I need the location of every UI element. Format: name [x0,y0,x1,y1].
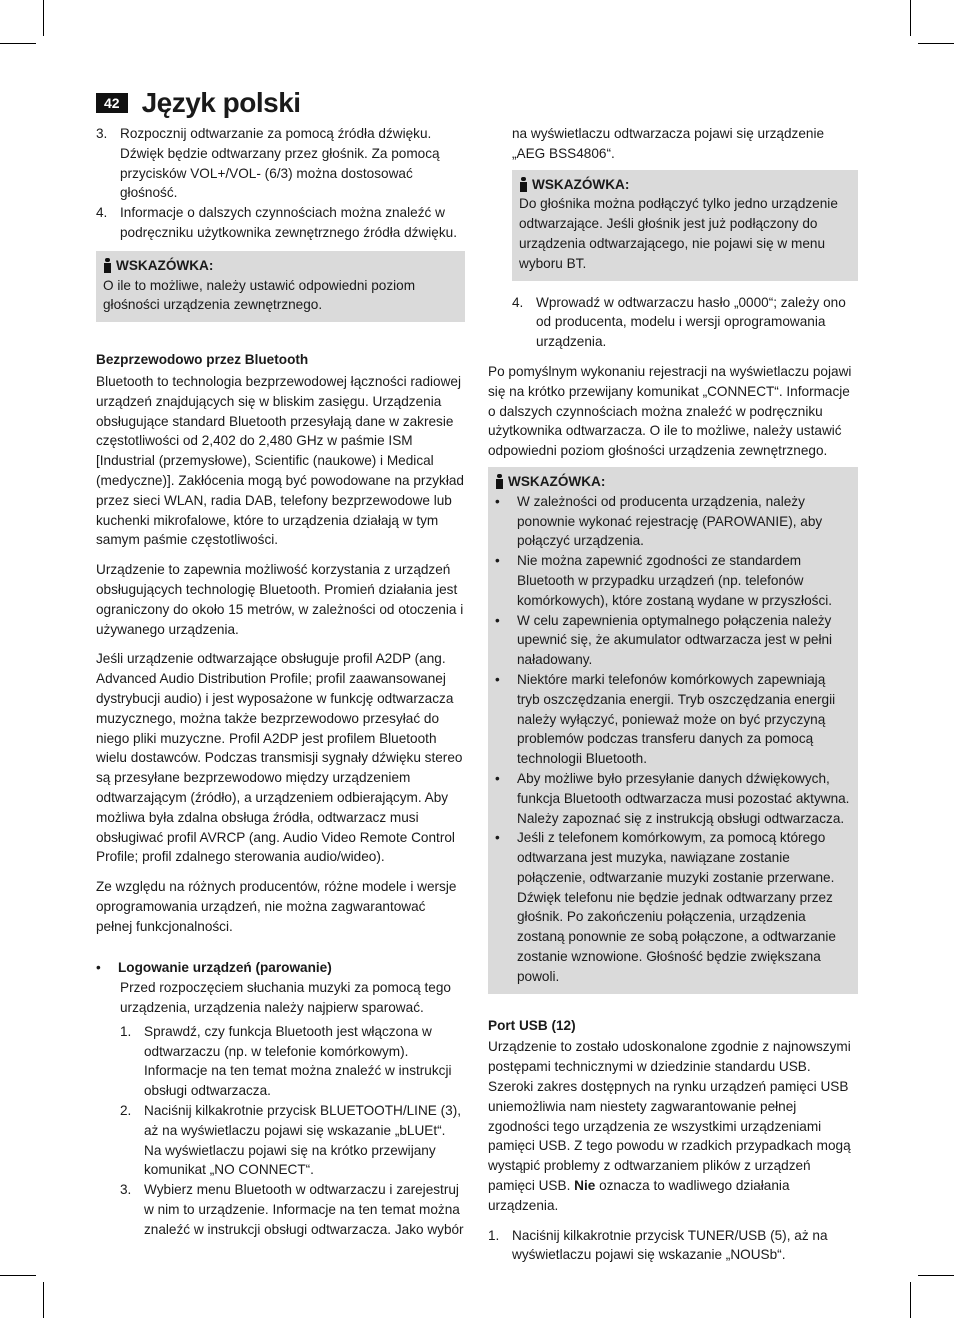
bullet: • [96,960,101,976]
bullet-text: W zależności od producenta urządzenia, należy ponownie wykonać rejestrację (PAROWANIE), aby połączyć urządzenia. [517,493,823,549]
bullet-text: Jeśli z telefonem komórkowym, za pomocą którego odtwarzana jest muzyka, nawiązane zostanie połączenie, odtwarzanie muzyki zostanie przerwane. Dźwięk telefonu nie będzie jednak odtwarzany przez głośnik. Po zakończeniu połączenia, urządzenia zostaną ponownie ze sobą połączone, a odtwarzanie zostanie wznowione. Głośność będzie zwiększana powoli. [517,830,836,984]
list-item [120,1101,465,1180]
bullet: • [495,612,500,628]
list-item [96,124,465,203]
crop-mark [918,1275,954,1276]
note-header [519,175,851,195]
info-icon [495,474,504,489]
list-item [96,203,465,243]
paragraph: Ze względu na różnych producentów, różne modele i wersje oprogramowania urządzeń, nie można zagwarantować pełnej funkcjonalności. [96,879,457,934]
item-number: 4. [512,294,524,310]
bullet-text: Nie można zapewnić zgodności ze standardem Bluetooth w przypadku urządzeń (np. telefonów komórkowych), które zostaną wydane w przyszłości. [517,553,833,608]
bullet-body [120,978,465,1239]
paragraph: na wyświetlaczu odtwarzacza pojawi się urządzenie „AEG BSS4806“. [512,126,825,161]
list-item [512,293,858,352]
continued-text [512,124,858,352]
bullet-title: Logowanie urządzeń (parowanie) [118,960,332,976]
list-item [488,1226,858,1266]
bullet-item [495,769,851,828]
note-text: Do głośnika można podłączyć tylko jedno urządzenie odtwarzające. Jeśli głośnik jest już podłączony do urządzenia odtwarzającego, nie pojawi się w menu wyboru BT. [519,196,838,271]
bullet-item [96,958,465,978]
bullet-item [495,670,851,769]
crop-mark [910,1282,911,1318]
bullet: • [495,770,500,786]
note-header [103,256,458,276]
item-text: Naciśnij kilkakrotnie przycisk BLUETOOTH/LINE (3), aż na wyświetlaczu pojawi się wskazanie „bLUEt“. Na wyświetlaczu pojawi się na krótko przewijany komunikat „NO CONNECT“. [144,1103,462,1178]
bullet-text: W celu zapewnienia optymalnego połączenia należy upewnić się, że akumulator odtwarzacza jest w pełni naładowany. [517,612,833,668]
note-label: WSKAZÓWKA: [532,176,630,192]
item-number: 3. [96,126,108,141]
crop-mark [918,43,954,44]
item-text: Sprawdź, czy funkcja Bluetooth jest włączona w odtwarzaczu (np. w telefonie komórkowym). Informacje na ten temat można znaleźć w instrukcji obsługi odtwarzacza. [144,1023,452,1099]
item-number: 4. [96,205,108,221]
crop-mark [910,0,911,36]
paragraph: Po pomyślnym wykonaniu rejestracji na wyświetlaczu pojawi się na krótko przewijany komunikat „CONNECT“. Informacje o dalszych czynnościach można znaleźć w podręczniku użytkownika odtwarzacza. O ile to możliwe, należy ustawić odpowiedni poziom głośności urządzenia zewnętrznego. [488,363,852,459]
bullet-item [495,492,851,551]
note-box [488,467,858,994]
item-number: 3. [120,1182,132,1198]
usb-emphasis: Nie [574,1178,596,1194]
list-item [120,1180,465,1239]
item-text: Naciśnij kilkakrotnie przycisk TUNER/USB (5), aż na wyświetlaczu pojawi się wskazanie „NOUSb“. [512,1227,828,1263]
bullet-text: Niektóre marki telefonów komórkowych zapewniają tryb oszczędzania energii. Tryb oszczędzania energii należy wyłączyć, ponieważ może on być przyczyną problemów podczas transferu danych za pomocą technologii Bluetooth. [517,671,836,767]
section-heading: Port USB (12) [488,1017,576,1033]
bullet-item [495,551,851,610]
bullet-item [495,828,851,986]
right-column [488,124,858,1265]
item-number: 2. [120,1103,132,1119]
left-column [96,124,465,1240]
crop-mark [0,1275,36,1276]
item-number: 1. [120,1023,132,1039]
page-number: 42 [96,93,128,113]
bullet: • [495,493,500,509]
bullet: • [495,830,500,846]
crop-mark [0,43,36,44]
note-text: O ile to możliwe, należy ustawić odpowiedni poziom głośności urządzenia zewnętrznego. [103,277,416,313]
usb-text-end: oznacza to wadliwego działania urządzenia. [488,1178,790,1213]
page-title: Język polski [141,87,301,118]
paragraph: Bluetooth to technologia bezprzewodowej łączności radiowej urządzeń znajdujących się w bliskim zasięgu. Urządzenia obsługujące standard Bluetooth przesyłają dane w zakresie częstotliwości od 2,402 do 2,480 GHz w paśmie ISM [Industrial (przemysłowe), Scientific (naukowe) i Medical (medyczne)]. Zakłócenia mogą być powodowane na przykład przez sieci WLAN, radia DAB, telefony bezprzewodowe lub kuchenki mikrofalowe, które to urządzenia działają w tym samym paśmie częstotliwości. [96,373,464,548]
info-icon [103,258,112,273]
note-label: WSKAZÓWKA: [116,257,214,273]
note-header [495,472,851,492]
bullet: • [495,553,500,569]
list-item [120,1022,465,1101]
item-text: Wprowadź w odtwarzaczu hasło „0000“; zależy ono od producenta, modelu i wersji oprogramowania urządzenia. [536,294,846,350]
paragraph [488,1037,858,1215]
info-icon [519,177,528,192]
paragraph: Urządzenie to zapewnia możliwość korzystania z urządzeń obsługujących technologię Bluetooth. Promień działania jest ograniczony do około 15 metrów, w zależności od otoczenia i używanego urządzenia. [96,562,464,637]
section-heading: Bezprzewodowo przez Bluetooth [96,352,309,368]
bullet-text: Aby możliwe było przesyłanie danych dźwiękowych, funkcja Bluetooth odtwarzacza musi pozostać aktywna. Należy zapoznać się z instrukcją obsługi odtwarzacza. [517,770,850,826]
page-header [96,86,301,120]
note-box [96,251,465,322]
note-box [512,170,858,281]
item-text: Wybierz menu Bluetooth w odtwarzaczu i zarejestruj w nim to urządzenie. Informacje na ten temat można znaleźć w instrukcji obsługi odtwarzacza. Jako wybór [144,1182,464,1237]
usb-text: Urządzenie to zostało udoskonalone zgodnie z najnowszymi postępami technicznymi w dziedzinie standardu USB. Szeroki zakres dostępnych na rynku urządzeń pamięci USB uniemożliwia nam niestety zagwarantowanie pełnej zgodności tego urządzenia ze wszystkimi urządzeniami pamięci USB. Z tego powodu w rzadkich przypadkach mogą wystąpić problemy z odtwarzaniem plików z urządzeń pamięci USB. [488,1039,851,1194]
item-text: Informacje o dalszych czynnościach można znaleźć w podręczniku użytkownika zewnętrznego źródła dźwięku. [120,205,457,240]
item-number: 1. [488,1227,500,1243]
crop-mark [43,0,44,36]
item-text: Rozpocznij odtwarzanie za pomocą źródła dźwięku. Dźwięk będzie odtwarzany przez głośnik. Za pomocą przycisków VOL+/VOL- (6/3) można dostosować głośność. [120,126,440,201]
paragraph: Przed rozpoczęciem słuchania muzyki za pomocą tego urządzenia, urządzenia należy najpierw sparować. [120,980,451,1016]
note-label: WSKAZÓWKA: [508,473,606,489]
bullet: • [495,671,500,687]
bullet-item [495,611,851,670]
crop-mark [43,1282,44,1318]
paragraph: Jeśli urządzenie odtwarzające obsługuje profil A2DP (ang. Advanced Audio Distribution Profile; profil zaawansowanej dystrybucji audio) i jest wyposażone w funkcję odtwarzacza muzycznego, można także bezprzewodowo przesyłać do niego pliki muzyczne. Profil A2DP jest profilem Bluetooth wielu dostawców. Podczas transmisji sygnały dźwięku stereo są przesyłane bezprzewodowo między urządzeniem odtwarzającym (źródło), a urządzeniem odbierającym. Aby możliwa była zdalna obsługa źródła, odtwarzacz musi obsługiwać profil AVRCP (ang. Audio Video Remote Control Profile; profil zdalnego sterowania audio/wideo). [96,651,463,865]
